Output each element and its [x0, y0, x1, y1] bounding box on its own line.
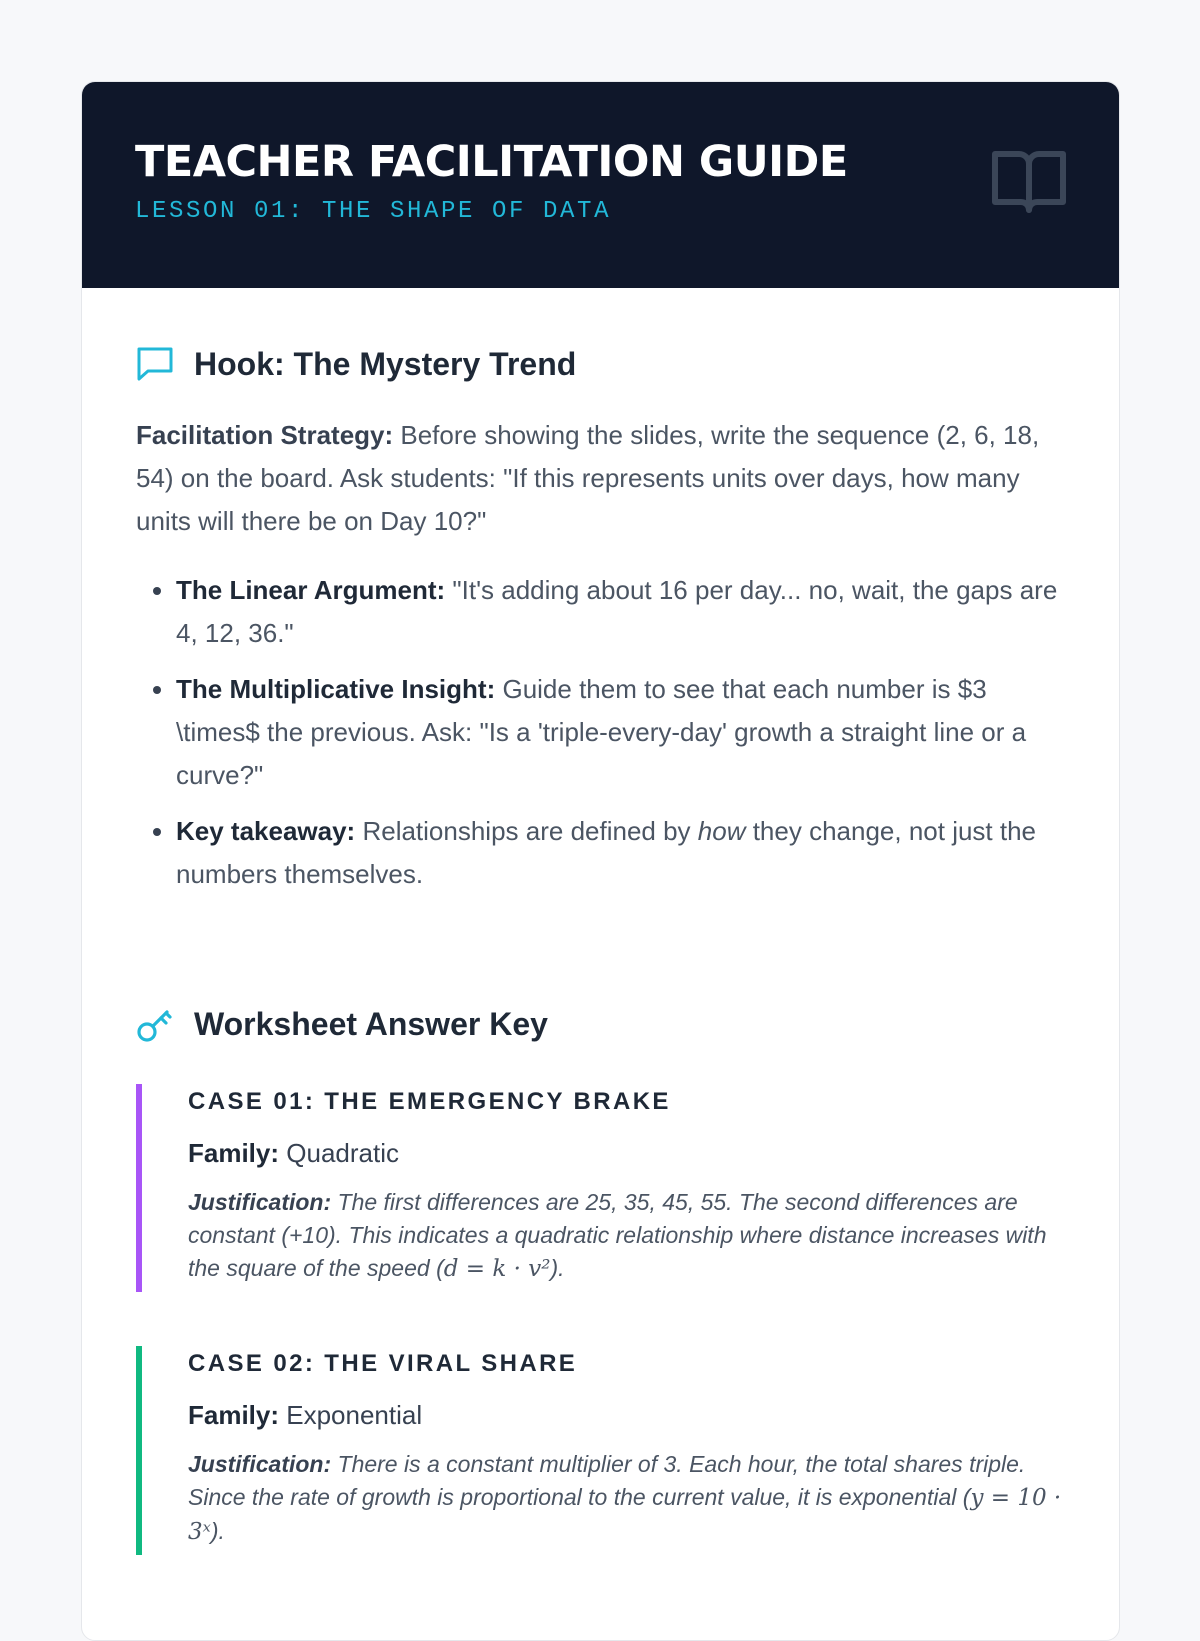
hook-heading: Hook: The Mystery Trend: [194, 345, 577, 382]
guide-header: [82, 82, 1119, 288]
formula: d = k · v²: [443, 1256, 551, 1282]
case-card-viral-share: [136, 1346, 1065, 1555]
page-title: TEACHER FACILITATION GUIDE: [135, 137, 848, 187]
list-item: [176, 569, 1065, 655]
hook-section-header: [136, 344, 1065, 384]
list-item: [176, 668, 1065, 797]
justification-text: The first differences are 25, 35, 45, 55. The second differences are constant (+10). This indicates a quadratic relationship where distance increases with the square of the speed (: [188, 1189, 1047, 1281]
bullet-label: Key takeaway:: [176, 816, 356, 846]
bullet-emphasis: how: [697, 816, 746, 846]
book-icon: [991, 148, 1067, 221]
list-item: [176, 810, 1065, 896]
guide-content: [82, 288, 1119, 1555]
family-value: Exponential: [279, 1400, 423, 1430]
justification-end: ).: [550, 1255, 565, 1281]
key-icon: [136, 1004, 178, 1044]
chat-bubble-icon: [136, 344, 178, 384]
family-value: Quadratic: [279, 1138, 399, 1168]
facilitation-strategy: [136, 414, 1065, 543]
bullet-text: "It's adding about 16 per day... no, wait, the gaps are 4, 12, 36.": [176, 575, 1058, 648]
bullet-label: The Multiplicative Insight:: [176, 674, 496, 704]
formula: y = 10 · 3ˣ: [188, 1485, 1062, 1545]
case-family: [188, 1398, 1065, 1432]
case-card-emergency-brake: [136, 1084, 1065, 1292]
case-justification: [188, 1448, 1065, 1555]
justification-label: Justification:: [188, 1189, 332, 1215]
bullet-text: Relationships are defined by: [355, 816, 698, 846]
discussion-points: [136, 569, 1065, 896]
case-title: CASE 02: THE VIRAL SHARE: [188, 1350, 578, 1377]
bullet-label: The Linear Argument:: [176, 575, 446, 605]
answer-key-section-header: [136, 1004, 1065, 1044]
bullet-text: Guide them to see that each number is $3 \times$ the previous. Ask: "Is a 'triple-every-day' growth a straight line or a curve?": [176, 674, 1027, 790]
bullet-text: they change, not just the numbers themselves.: [176, 816, 1037, 889]
case-justification: [188, 1186, 1065, 1292]
lesson-subtitle: LESSON 01: THE SHAPE OF DATA: [135, 198, 612, 225]
answer-key-heading: Worksheet Answer Key: [194, 1005, 548, 1042]
family-label: Family:: [188, 1400, 280, 1430]
strategy-text: Before showing the slides, write the sequence (2, 6, 18, 54) on the board. Ask students: "If this represents units over days, how many units will there be on Day 10?": [136, 420, 1040, 536]
justification-text: There is a constant multiplier of 3. Each hour, the total shares triple. Since the rate of growth is proportional to the current value, it is exponential (: [188, 1451, 1026, 1510]
justification-label: Justification:: [188, 1451, 332, 1477]
strategy-label: Facilitation Strategy:: [136, 420, 394, 450]
family-label: Family:: [188, 1138, 280, 1168]
guide-card: [81, 81, 1120, 1641]
case-family: [188, 1136, 1065, 1170]
case-title: CASE 01: THE EMERGENCY BRAKE: [188, 1088, 671, 1115]
justification-end: ).: [210, 1518, 225, 1544]
